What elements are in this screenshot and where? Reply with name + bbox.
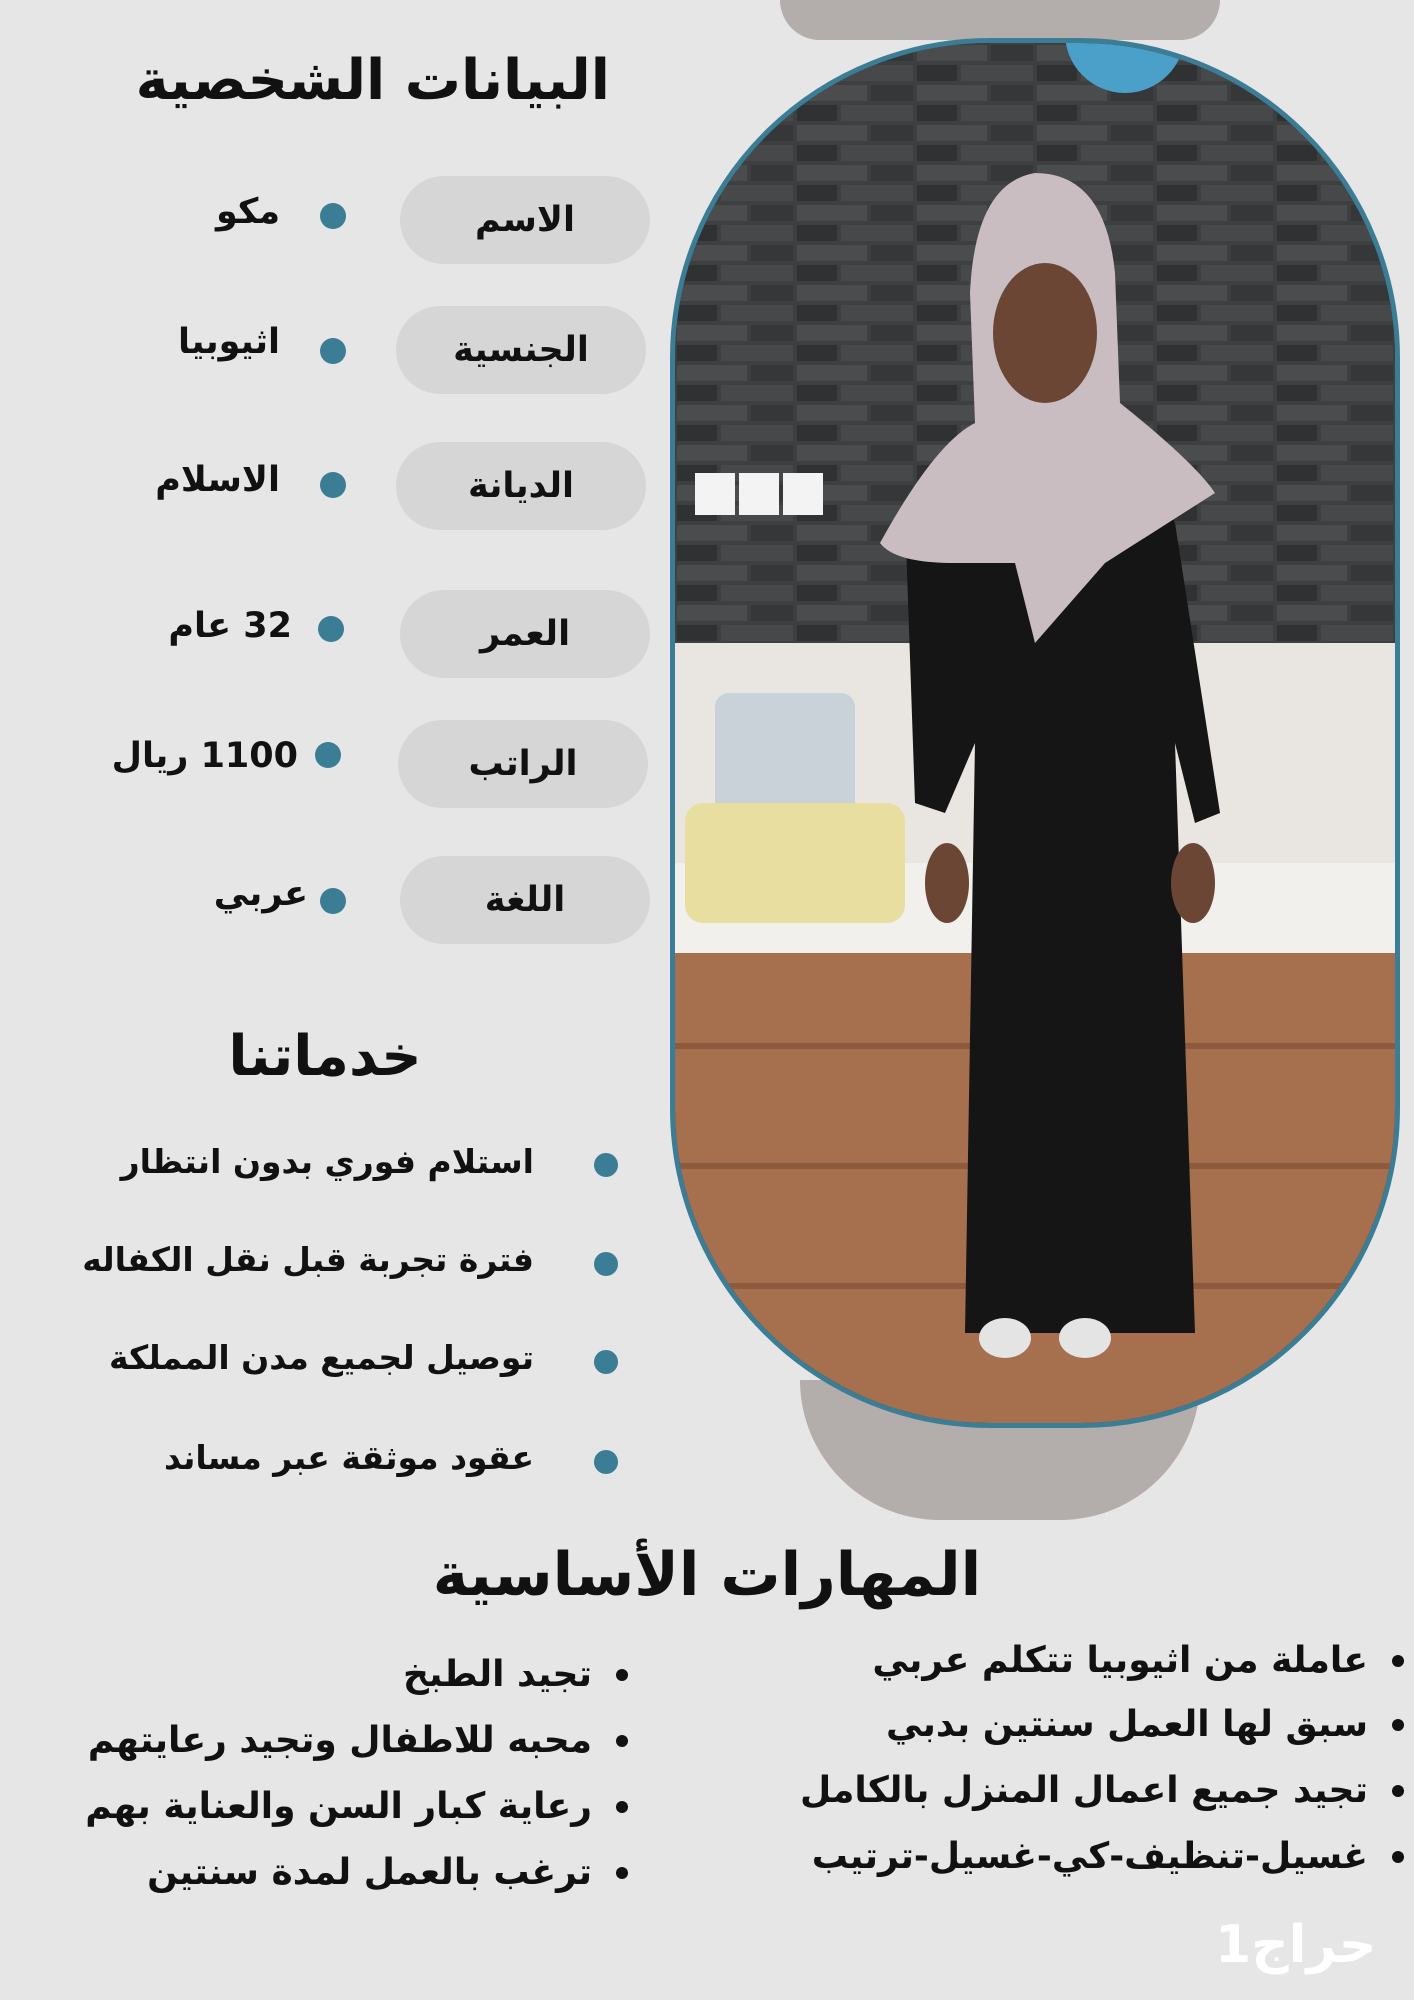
bullet-icon: [1392, 1785, 1404, 1797]
bullet-icon: [1392, 1719, 1404, 1731]
row-dot: [318, 616, 344, 642]
skill-item: [85, 1786, 628, 1827]
label-salary: الراتب: [398, 720, 648, 808]
services-title: خدماتنا: [228, 1024, 422, 1089]
service-dot: [594, 1450, 618, 1474]
value-salary: 1100 ريال: [111, 736, 298, 776]
row-dot: [320, 338, 346, 364]
site-logo: حراج1: [1215, 1915, 1377, 1975]
bullet-icon: [616, 1801, 628, 1813]
label-age: العمر: [400, 590, 650, 678]
skill-text: رعاية كبار السن والعناية بهم: [85, 1786, 592, 1827]
label-religion: الديانة: [396, 442, 646, 530]
bullet-icon: [616, 1867, 628, 1879]
bullet-icon: [1392, 1655, 1404, 1667]
service-item: عقود موثقة عبر مساند: [163, 1438, 534, 1477]
skill-item: [886, 1704, 1404, 1745]
value-name: مكو: [216, 192, 280, 232]
service-dot: [594, 1350, 618, 1374]
value-language: عربي: [213, 874, 308, 914]
skill-item: [872, 1640, 1404, 1681]
label-language: اللغة: [400, 856, 650, 944]
row-dot: [320, 888, 346, 914]
value-age: 32 عام: [168, 606, 292, 646]
row-dot: [315, 742, 341, 768]
value-religion: الاسلام: [155, 460, 280, 500]
photo-top-shape: [780, 0, 1220, 40]
label-nationality: الجنسية: [396, 306, 646, 394]
skill-item: [147, 1852, 628, 1893]
service-dot: [594, 1153, 618, 1177]
skill-text: محبه للاطفال وتجيد رعايتهم: [87, 1720, 592, 1761]
service-dot: [594, 1252, 618, 1276]
bullet-icon: [616, 1735, 628, 1747]
worker-photo: [670, 38, 1400, 1428]
bullet-icon: [616, 1669, 628, 1681]
skill-text: عاملة من اثيوبيا تتكلم عربي: [872, 1640, 1368, 1681]
skill-text: تجيد الطبخ: [402, 1654, 592, 1695]
skill-text: ترغب بالعمل لمدة سنتين: [147, 1852, 592, 1893]
value-nationality: اثيوبيا: [178, 322, 280, 362]
skill-item: [812, 1836, 1404, 1877]
skill-text: غسيل-تنظيف-كي-غسيل-ترتيب: [811, 1836, 1368, 1877]
row-dot: [320, 203, 346, 229]
service-item: توصيل لجميع مدن المملكة: [109, 1338, 534, 1377]
skill-item: [800, 1770, 1404, 1811]
skill-text: تجيد جميع اعمال المنزل بالكامل: [799, 1770, 1368, 1811]
personal-title: البيانات الشخصية: [135, 48, 610, 113]
bullet-icon: [1392, 1851, 1404, 1863]
service-item: فترة تجربة قبل نقل الكفاله: [82, 1240, 534, 1279]
row-dot: [320, 472, 346, 498]
skill-item: [88, 1720, 628, 1761]
skill-item: [403, 1654, 628, 1695]
skills-title: المهارات الأساسية: [432, 1540, 982, 1610]
service-item: استلام فوري بدون انتظار: [120, 1142, 534, 1181]
label-name: الاسم: [400, 176, 650, 264]
worker-photo-illustration: [675, 43, 1395, 1423]
skill-text: سبق لها العمل سنتين بدبي: [885, 1704, 1368, 1745]
